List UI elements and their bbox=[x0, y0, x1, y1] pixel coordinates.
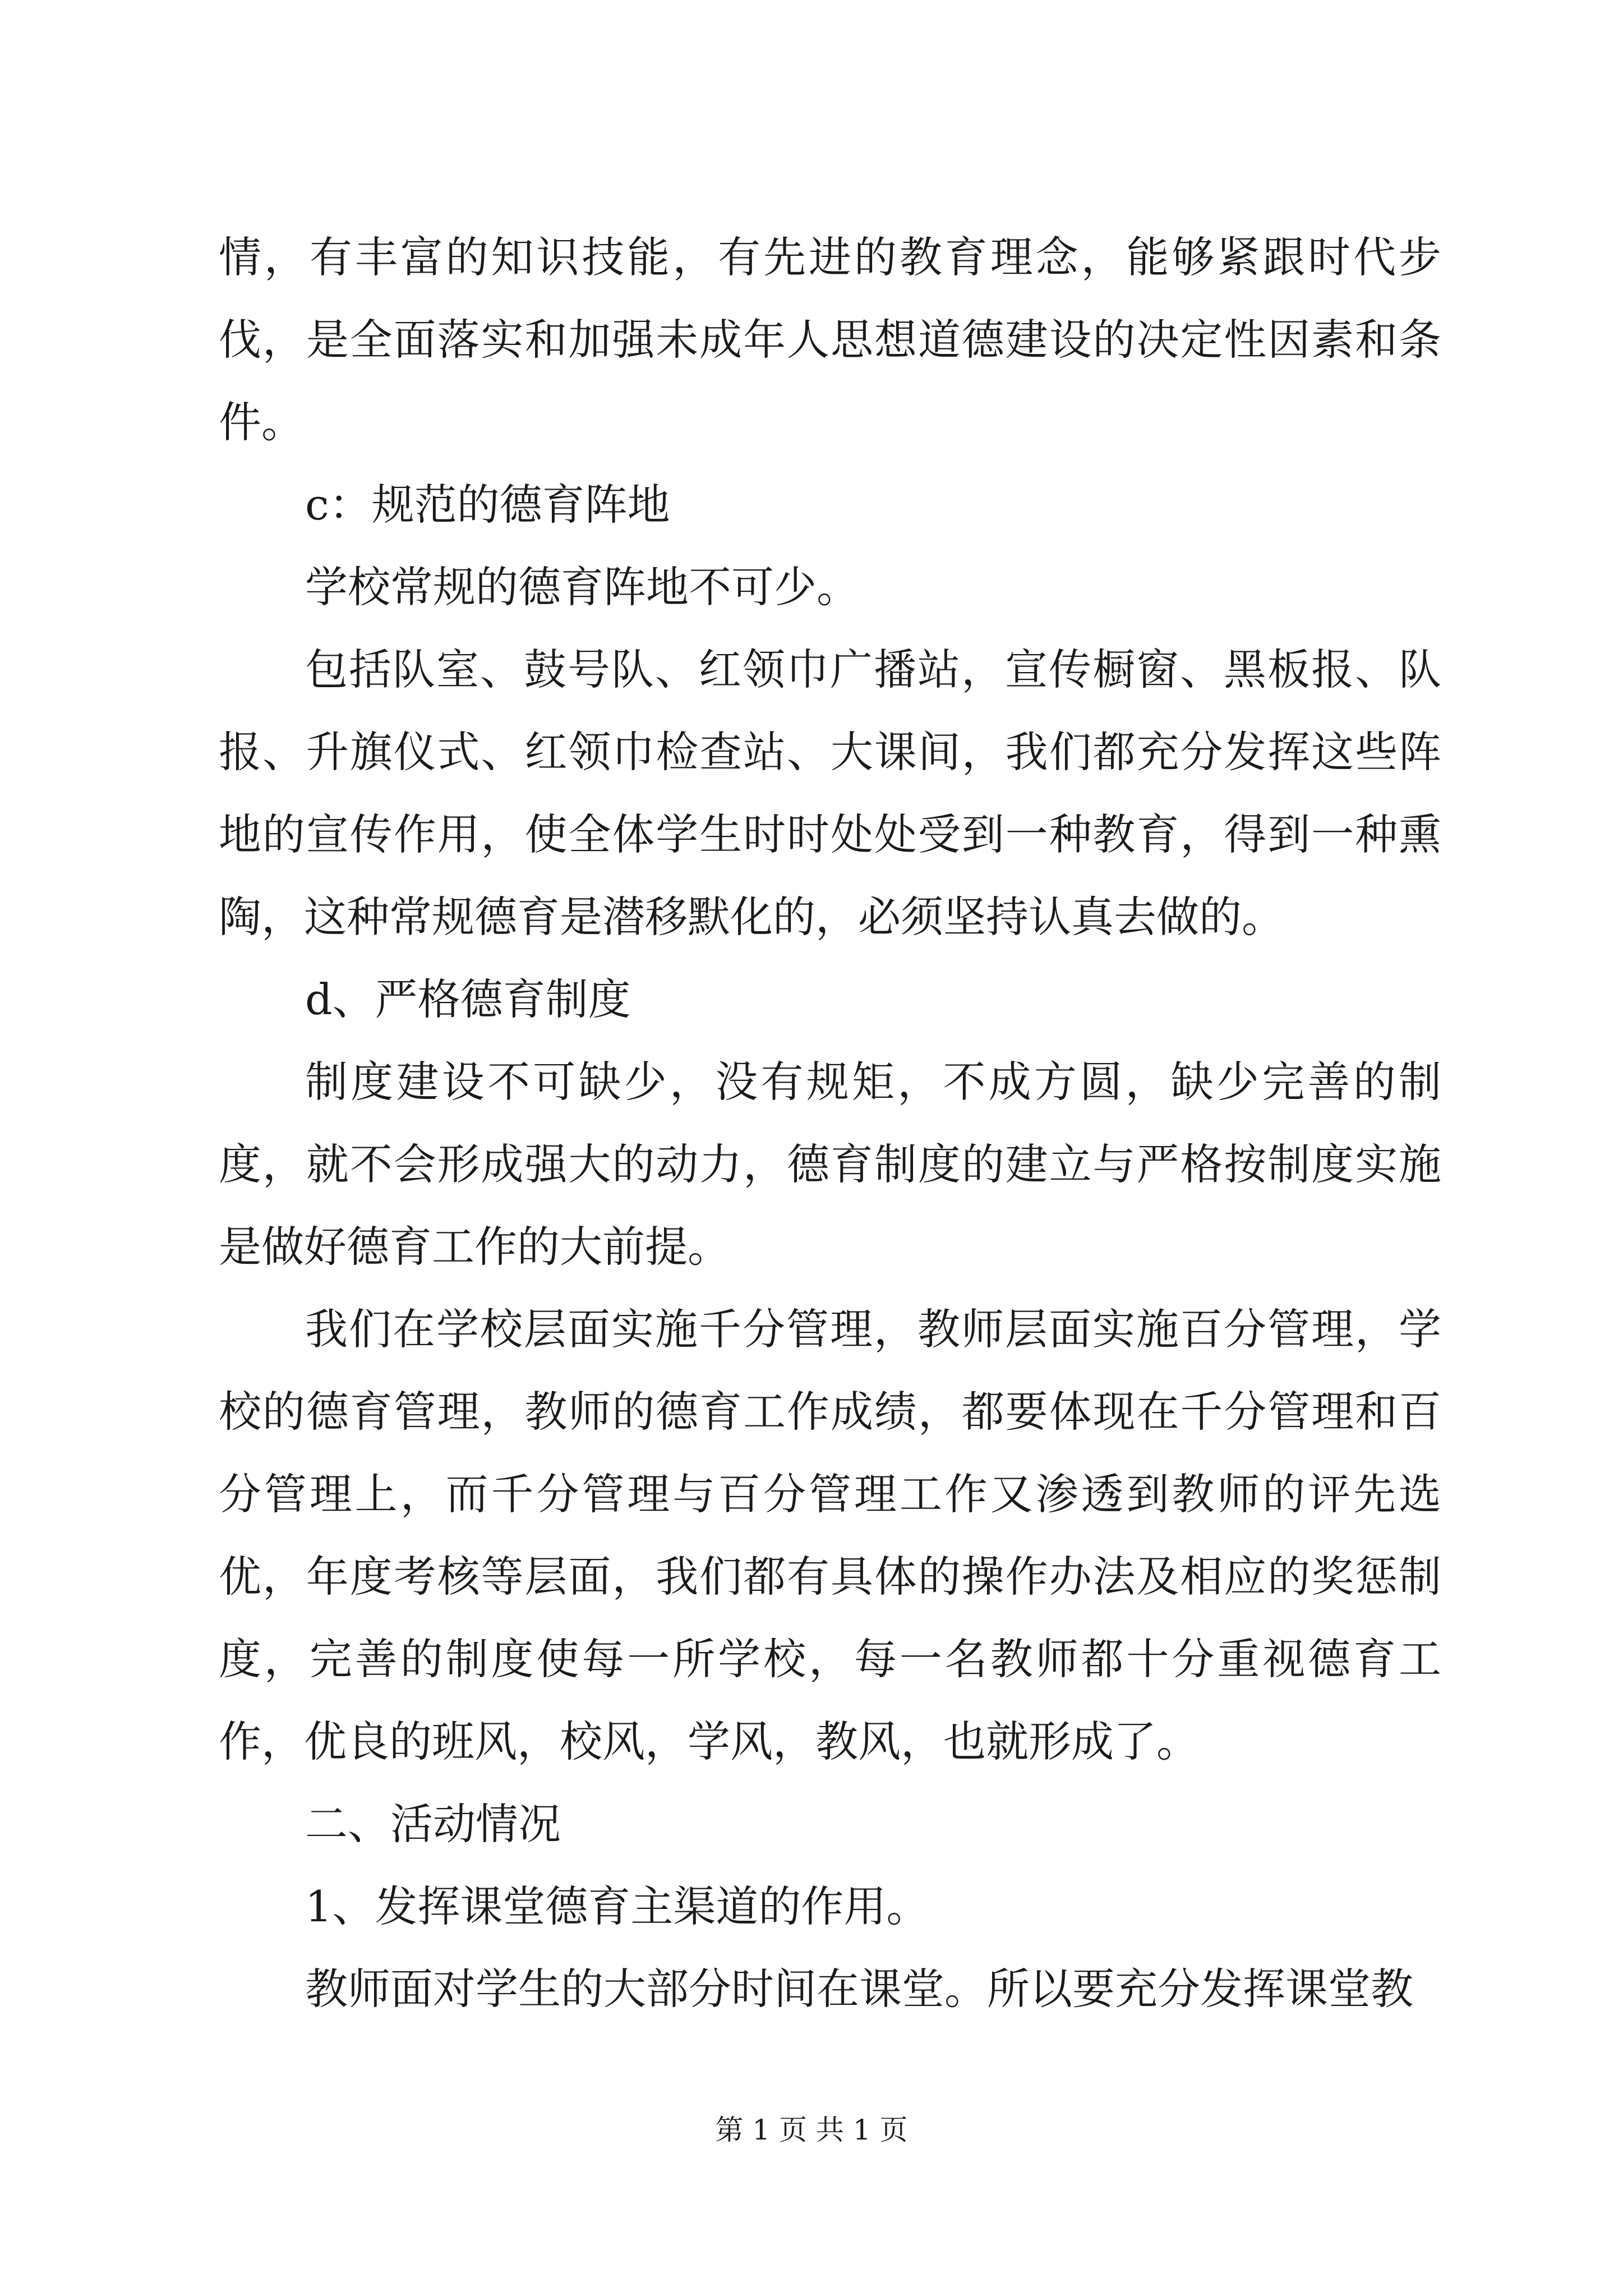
paragraph: 教师面对学生的大部分时间在课堂。所以要充分发挥课堂教 bbox=[305, 1964, 1413, 2014]
paragraph: 制度建设不可缺少，没有规矩，不成方圆，缺少完善的制度，就不会形成强大的动力，德育制度的建立与严格按制度实施是做好德育工作的大前提。 bbox=[219, 1057, 1441, 1272]
paragraph-heading-c: c：规范的德育阵地 bbox=[305, 480, 670, 530]
body-text bbox=[219, 216, 1441, 2030]
page-footer: 第 1 页 共 1 页 bbox=[715, 2114, 908, 2146]
paragraph: 情，有丰富的知识技能，有先进的教育理念，能够紧跟时代步伐，是全面落实和加强未成年人思想道德建设的决定性因素和条件。 bbox=[219, 232, 1441, 447]
section-heading-2: 二、活动情况 bbox=[305, 1799, 561, 1849]
paragraph: 我们在学校层面实施千分管理，教师层面实施百分管理，学校的德育管理，教师的德育工作成绩，都要体现在千分管理和百分管理上，而千分管理与百分管理工作又渗透到教师的评先选优，年度考核等层面，我们都有具体的操作办法及相应的奖惩制度，完善的制度使每一所学校，每一名教师都十分重视德育工作，优良的班风，校风，学风，教风，也就形成了。 bbox=[219, 1304, 1441, 1766]
subsection-heading-1: 1、发挥课堂德育主渠道的作用。 bbox=[305, 1881, 929, 1931]
paragraph-heading-d: d、严格德育制度 bbox=[305, 974, 631, 1024]
paragraph: 包括队室、鼓号队、红领巾广播站，宣传橱窗、黑板报、队报、升旗仪式、红领巾检查站、大课间，我们都充分发挥这些阵地的宣传作用，使全体学生时时处处受到一种教育，得到一种熏陶，这种常规德育是潜移默化的，必须坚持认真去做的。 bbox=[219, 645, 1441, 942]
paragraph: 学校常规的德育阵地不可少。 bbox=[305, 562, 859, 612]
